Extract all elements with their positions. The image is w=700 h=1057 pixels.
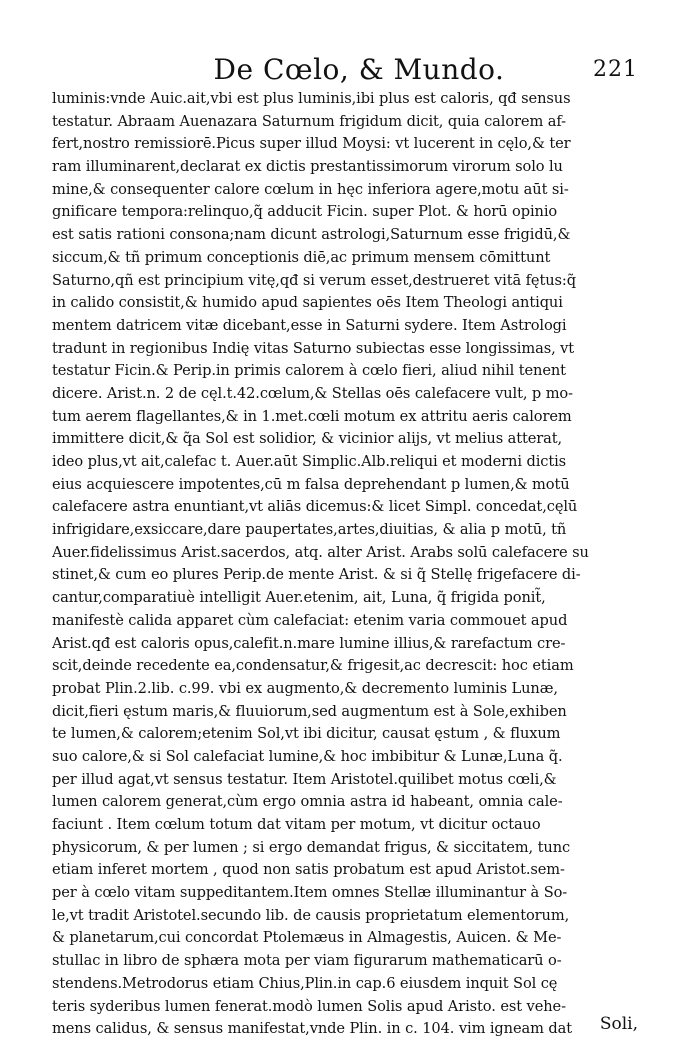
text-line: luminis:vnde Auic.ait,vbi est plus luminis,ibi plus est caloris, qđ sensus xyxy=(52,90,571,107)
text-line: mentem datricem vitæ dicebant,esse in Saturni sydere. Item Astrologi xyxy=(52,316,567,334)
text-line: le,vt tradit Aristotel.secundo lib. de causis proprietatum elementorum, xyxy=(52,906,570,924)
text-line: & planetarum,cui concordat Ptolemæus in Almagestis, Auicen. & Me- xyxy=(52,929,562,947)
text-line: faciunt . Item cœlum totum dat vitam per motum, vt dicitur octauo xyxy=(52,816,541,833)
text-line: stinet,& cum eo plures Perip.de mente Arist. & si q̃ Stellę frigefacere di- xyxy=(52,566,581,584)
catchword: Soli, xyxy=(599,1014,638,1034)
text-line: probat Plin.2.lib. c.99. vbi ex augmento,& decremento luminis Lunæ, xyxy=(52,679,558,697)
text-line: tradunt in regionibus Indię vitas Saturno subiectas esse longissimas, vt xyxy=(52,339,575,357)
text-line: Arist.qđ est caloris opus,calefit.n.mare lumine illius,& rarefactum cre- xyxy=(52,634,566,652)
text-line: Auer.fidelissimus Arist.sacerdos, atq. alter Arist. Arabs solū calefacere su xyxy=(52,543,589,561)
text-line: infrigidare,exsiccare,dare paupertates,artes,diuitias, & alia p motū, tñ xyxy=(52,521,567,539)
text-line: testatur. Abraam Auenazara Saturnum frigidum dicit, quia calorem af- xyxy=(52,112,566,130)
text-line: mine,& consequenter calore cœlum in hęc inferiora agere,motu aūt si- xyxy=(52,180,569,198)
text-line: etiam inferet mortem , quod non satis probatum est apud Aristot.sem- xyxy=(52,861,565,879)
text-line: siccum,& tñ primum conceptionis diē,ac primum mensem cōmittunt xyxy=(52,248,551,266)
text-line: fert,nostro remissiorē.Picus super illud Moysi: vt lucerent in cęlo,& ter xyxy=(52,135,571,153)
text-line: dicere. Arist.n. 2 de cęl.t.42.cœlum,& Stellas oēs calefacere vult, p mo- xyxy=(52,384,573,402)
text-line: scit,deinde recedente ea,condensatur,& frigesit,ac decrescit: hoc etiam xyxy=(52,657,574,675)
body-text xyxy=(52,88,652,1041)
text-line: lumen calorem generat,cùm ergo omnia astra id habeant, omnia cale- xyxy=(52,793,563,811)
text-line: calefacere astra enuntiant,vt aliās dicemus:& licet Simpl. concedat,cęlū xyxy=(52,498,578,516)
text-line: physicorum, & per lumen ; si ergo demandat frigus, & siccitatem, tunc xyxy=(52,838,571,856)
text-line: te lumen,& calorem;etenim Sol,vt ibi dicitur, causat ęstum , & fluxum xyxy=(52,725,561,743)
text-line: stendens.Metrodorus etiam Chius,Plin.in cap.6 eiusdem inquit Sol cę xyxy=(52,974,558,992)
text-line: manifestè calida apparet cùm calefaciat: etenim varia commouet apud xyxy=(52,611,568,629)
text-line: gnificare tempora:relinquo,q̃ adducit Ficin. super Plot. & horū opinio xyxy=(52,203,558,221)
running-title: De Cœlo, & Mundo. xyxy=(213,53,505,86)
text-line: tum aerem flagellantes,& in 1.met.cœli motum ex attritu aeris calorem xyxy=(52,407,572,425)
text-line: testatur Ficin.& Perip.in primis calorem à cœlo fieri, aliud nihil tenent xyxy=(52,362,566,380)
text-line: ram illuminarent,declarat ex dictis prestantissimorum virorum solo lu xyxy=(52,158,563,176)
text-line: mens calidus, & sensus manifestat,vnde Plin. in c. 104. vim igneam dat xyxy=(52,1020,572,1038)
text-line: Saturno,qñ est principium vitę,qđ si verum esset,destrueret vitā fętus:q̃ xyxy=(52,271,576,289)
text-line: stullac in libro de sphæra mota per viam figurarum mathematicarū o- xyxy=(52,952,562,970)
text-line: ideo plus,vt ait,calefac t. Auer.aūt Simplic.Alb.reliqui et moderni dictis xyxy=(52,453,567,470)
text-line: per à cœlo vitam suppeditantem.Item omnes Stellæ illuminantur à So- xyxy=(52,884,568,902)
text-line: dicit,fieri ęstum maris,& fluuiorum,sed augmentum est à Sole,exhiben xyxy=(52,702,567,720)
text-line: cantur,comparatiuè intelligit Auer.etenim, ait, Luna, q̃ frigida ponit̃, xyxy=(52,589,546,607)
text-line: eius acquiescere impotentes,cū m falsa deprehendant p lumen,& motū xyxy=(52,475,570,493)
text-line: immittere dicit,& q̃a Sol est solidior, & vicinior alijs, vt melius atterat, xyxy=(52,430,563,448)
text-line: in calido consistit,& humido apud sapientes oēs Item Theologi antiqui xyxy=(52,294,563,312)
text-line: suo calore,& si Sol calefaciat lumine,& hoc imbibitur & Lunæ,Luna q̃. xyxy=(52,747,563,765)
page-header xyxy=(50,54,638,88)
page-number: 221 xyxy=(593,57,638,82)
text-line: est satis rationi consona;nam dicunt astrologi,Saturnum esse frigidū,& xyxy=(52,226,571,244)
text-line: teris syderibus lumen fenerat.modò lumen Solis apud Aristo. est vehe- xyxy=(52,997,566,1015)
text-line: per illud agat,vt sensus testatur. Item Aristotel.quilibet motus cœli,& xyxy=(52,770,557,788)
